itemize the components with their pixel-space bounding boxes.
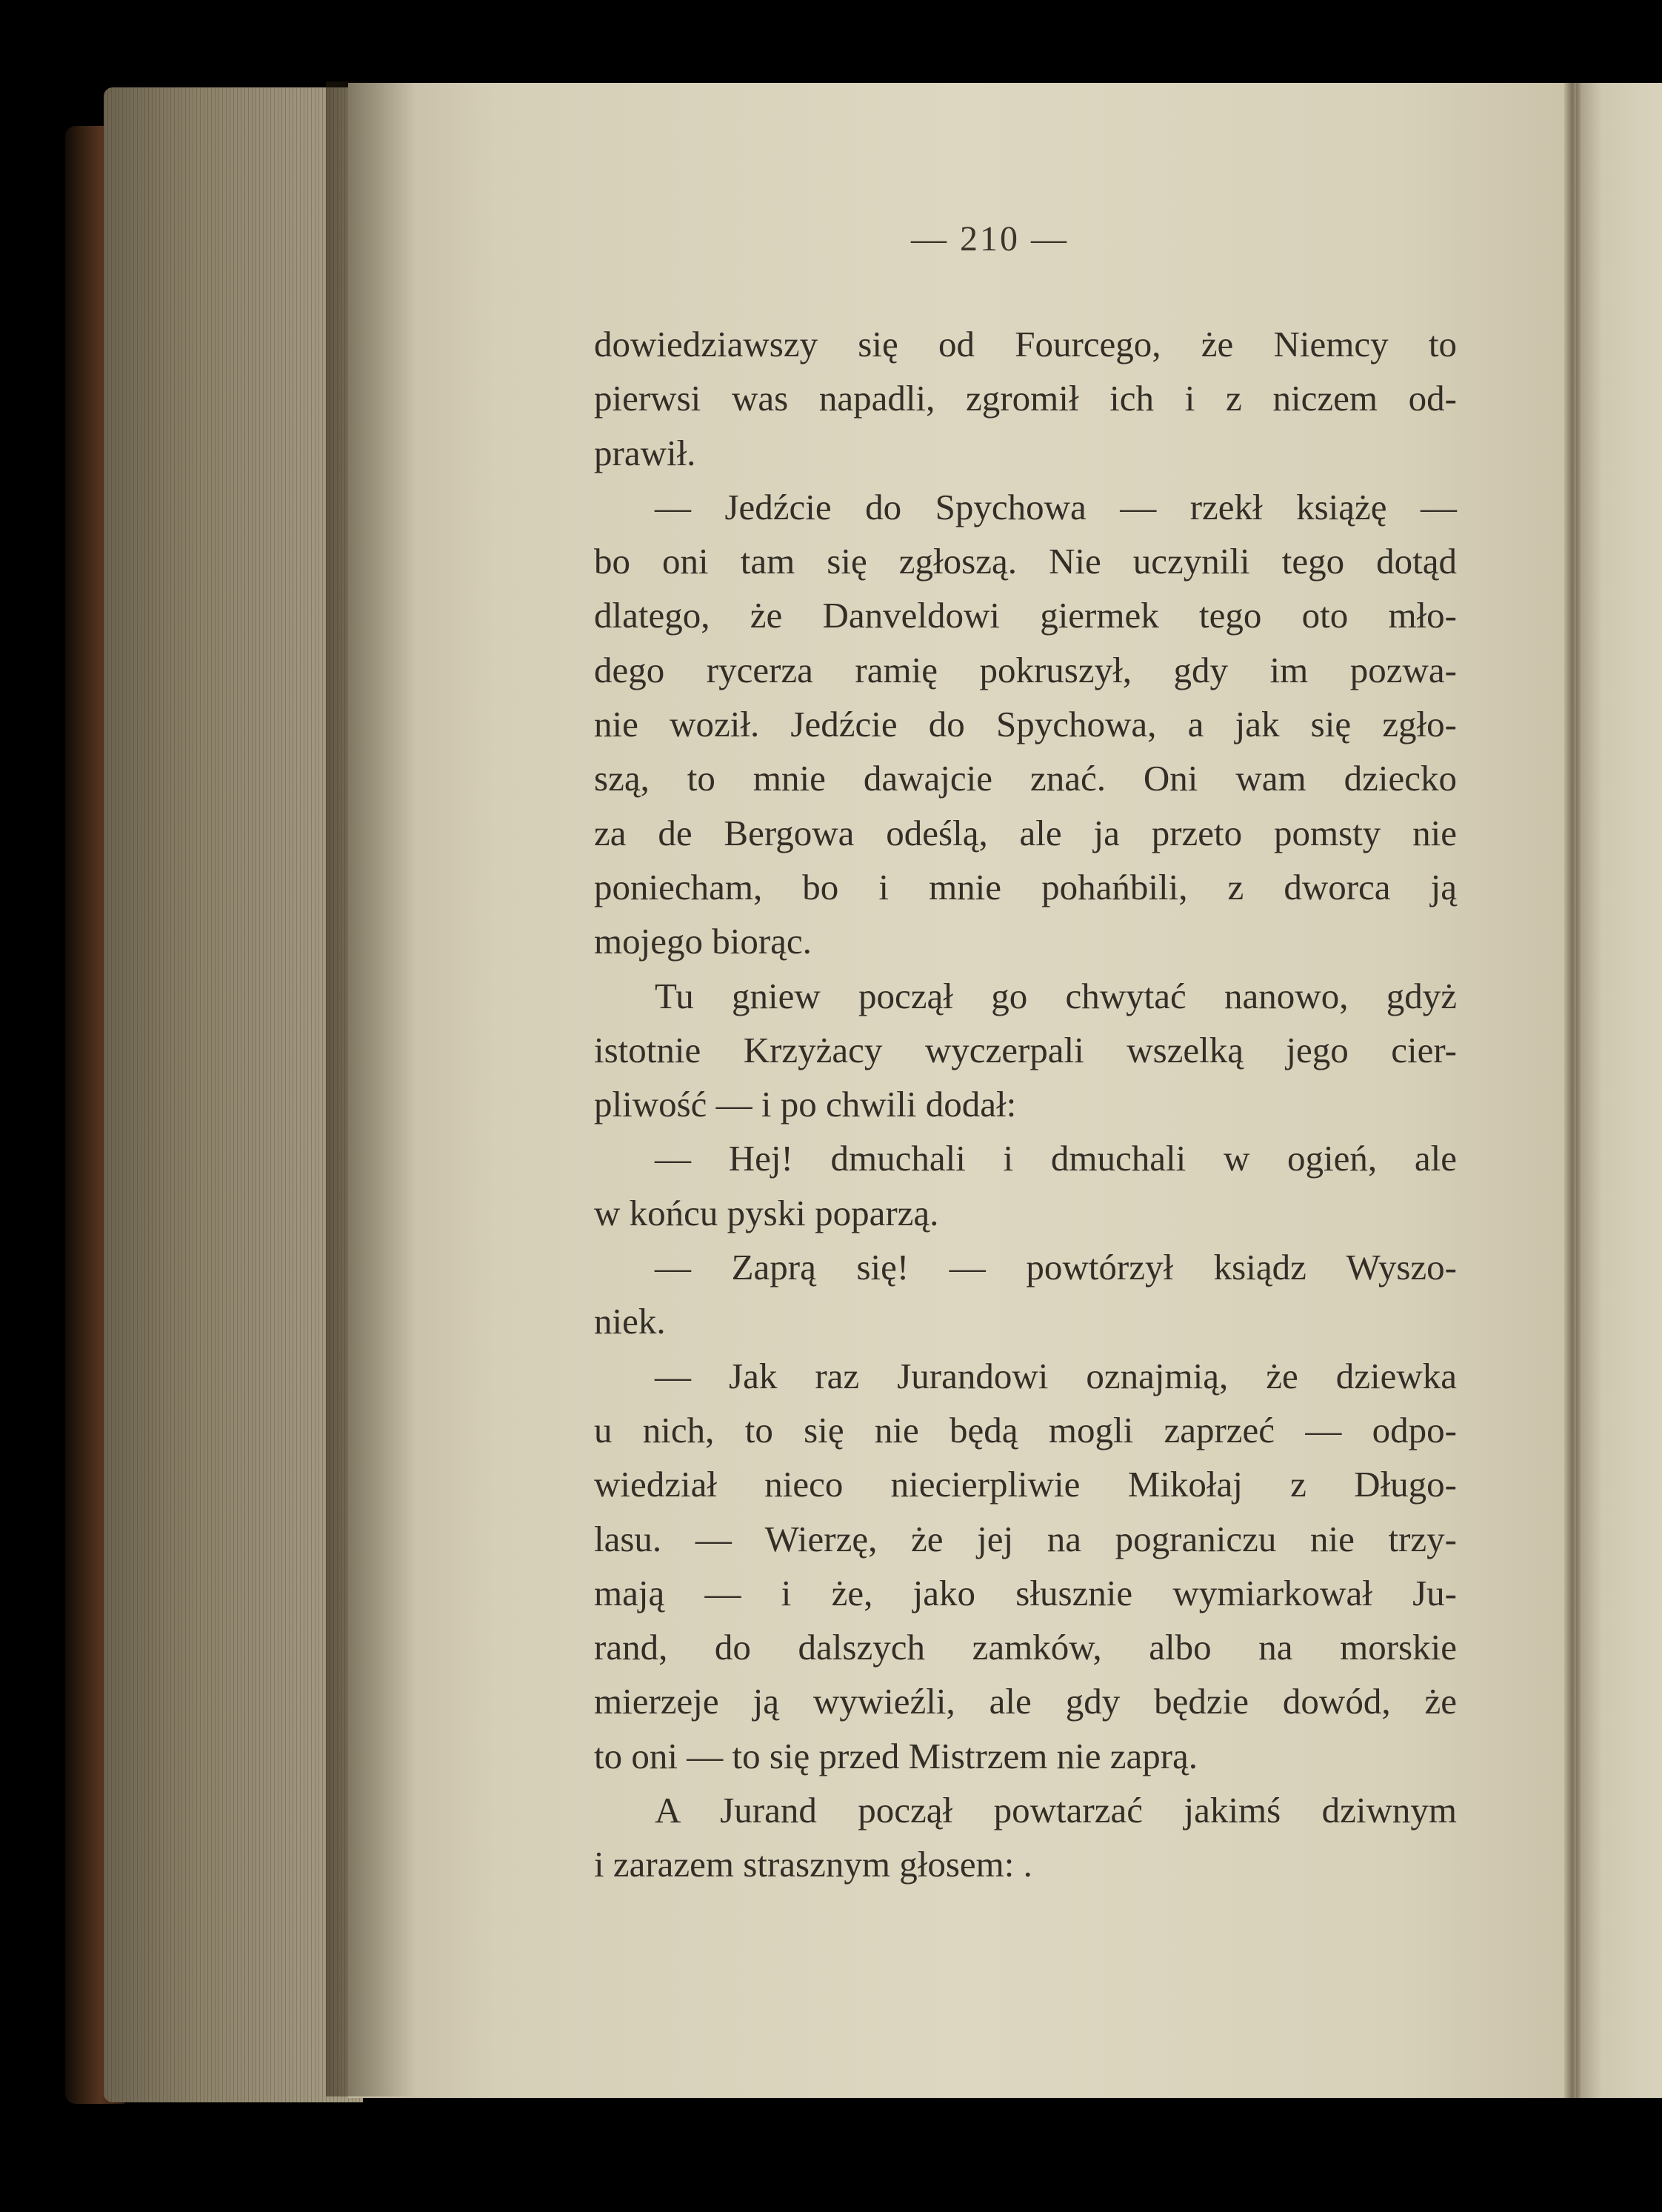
- text-line: rand, do dalszych zamków, albo na morskie: [594, 1627, 1457, 1668]
- text-line: pierwsi was napadli, zgromił ich i z niczem od-: [594, 378, 1457, 419]
- text-line: — Jak raz Jurandowi oznajmią, że dziewka: [655, 1355, 1457, 1396]
- text-line: i zarazem strasznym głosem: .: [594, 1844, 1032, 1885]
- text-line: istotnie Krzyżacy wyczerpali wszelką jego cier-: [594, 1029, 1457, 1070]
- text-line: w końcu pyski poparzą.: [594, 1192, 939, 1233]
- text-line: A Jurand począł powtarzać jakimś dziwnym: [655, 1790, 1457, 1831]
- text-line: nie woził. Jedźcie do Spychowa, a jak się zgło-: [594, 704, 1457, 745]
- text-line: bo oni tam się zgłoszą. Nie uczynili tego dotąd: [594, 541, 1457, 582]
- page-stack: [104, 87, 363, 2102]
- text-line: prawił.: [594, 432, 696, 473]
- text-line: Tu gniew począł go chwytać nanowo, gdyż: [655, 975, 1457, 1016]
- text-line: mojego biorąc.: [594, 921, 812, 962]
- text-line: niek.: [594, 1301, 666, 1342]
- text-line: wiedział nieco niecierpliwie Mikołaj z Długo-: [594, 1464, 1457, 1505]
- text-line: lasu. — Wierzę, że jej na pograniczu nie trzy-: [594, 1518, 1457, 1559]
- text-line: mają — i że, jako słusznie wymiarkował Ju-: [594, 1572, 1457, 1613]
- text-line: dego rycerza ramię pokruszył, gdy im pozwa-: [594, 649, 1457, 690]
- text-line: pliwość — i po chwili dodał:: [594, 1084, 1017, 1125]
- text-line: — Zaprą się! — powtórzył ksiądz Wyszo-: [655, 1247, 1457, 1288]
- text-line: u nich, to się nie będą mogli zaprzeć — odpo-: [594, 1409, 1457, 1450]
- page-text: [594, 317, 1457, 1892]
- text-line: — Hej! dmuchali i dmuchali w ogień, ale: [655, 1138, 1457, 1179]
- text-line: dlatego, że Danveldowi giermek tego oto mło-: [594, 595, 1457, 636]
- text-line: szą, to mnie dawajcie znać. Oni wam dziecko: [594, 758, 1457, 799]
- page-fold: [1564, 83, 1581, 2098]
- text-line: mierzeje ją wywieźli, ale gdy będzie dowód, że: [594, 1681, 1457, 1722]
- text-line: to oni — to się przed Mistrzem nie zaprą.: [594, 1735, 1198, 1776]
- gutter-shadow: [326, 81, 415, 2096]
- text-line: — Jedźcie do Spychowa — rzekł książę —: [655, 486, 1457, 527]
- text-line: poniecham, bo i mnie pohańbili, z dworca ją: [594, 866, 1457, 907]
- next-page-edge: [1576, 83, 1662, 2098]
- text-line: dowiedziawszy się od Fourcego, że Niemcy to: [594, 324, 1457, 364]
- text-line: za de Bergowa odeślą, ale ja przeto pomsty nie: [594, 812, 1457, 853]
- page-number: — 210 —: [911, 219, 1069, 259]
